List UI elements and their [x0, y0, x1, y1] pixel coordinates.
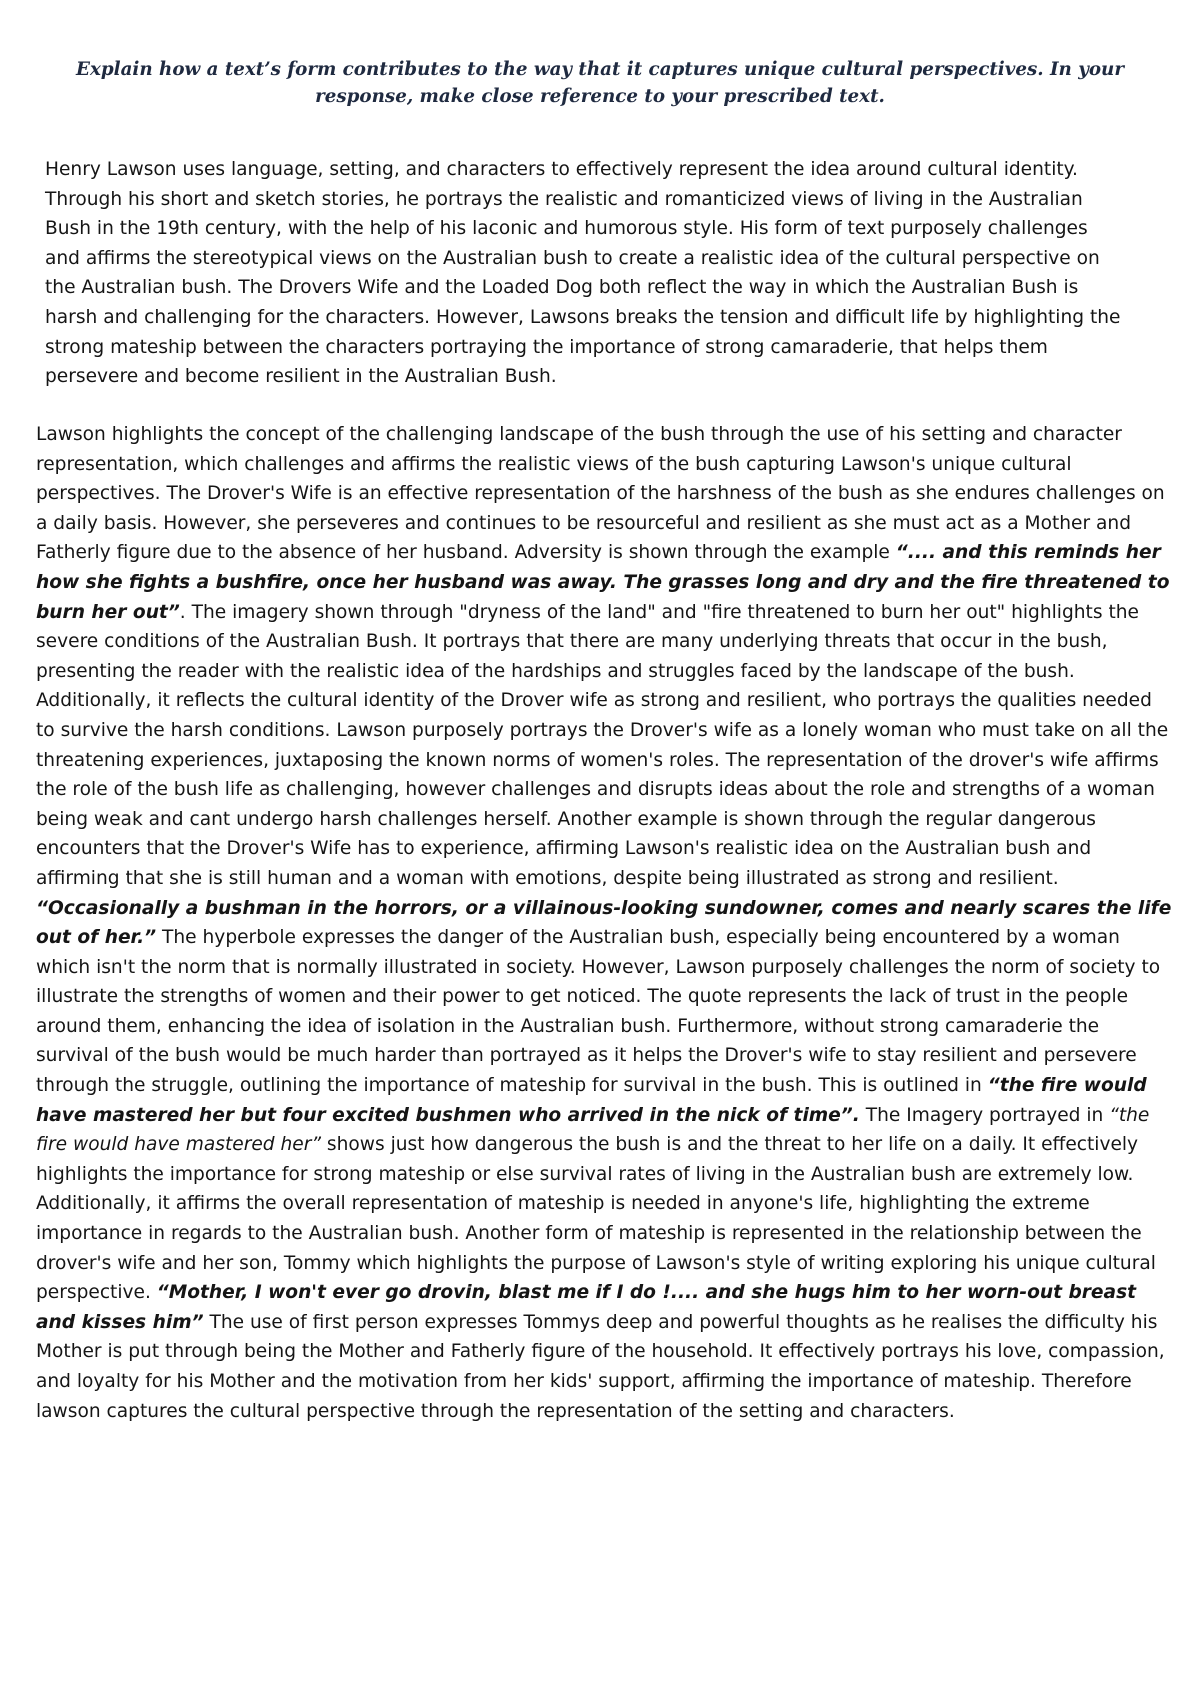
- quote-fire-mastered: “the fire would have mastered her”: [36, 1104, 1150, 1156]
- quote-tommy: “Mother, I won't ever go drovin, blast me if I do !.... and she hugs him to her worn-out breast and kisses him”: [36, 1282, 1137, 1333]
- body-text-3: The hyperbole expresses the danger of the Australian bush, especially being encountered by a woman which isn't the norm that is normally illustrated in society. However, Lawson purposely challenges the norm of society to illustrate the strengths of women and their power to get noticed. The quote represents the lack of trust in the people around them, enhancing the idea of isolation in the Australian bush. Furthermore, without strong camaraderie the survival of the bush would be much harder than portrayed as it helps the Drover's wife to stay resilient and persevere through the struggle, outlining the importance of mateship for survival in the bush. This is outlined in: [36, 927, 1161, 1097]
- body-text-4: The Imagery portrayed in: [859, 1104, 1110, 1126]
- quote-bushman: “Occasionally a bushman in the horrors, or a villainous-looking sundowner, comes and nearly scares the life out of her.”: [36, 897, 1172, 949]
- essay-question: Explain how a text’s form contributes to the way that it captures unique cultural perspectives. In your response, make close reference to your prescribed text.: [76, 59, 1124, 107]
- body-text-5: shows just how dangerous the bush is and the threat to her life on a daily. It effectively highlights the importance for strong mateship or else survival rates of living in the Australian bush are extremely low. Additionally, it affirms the overall representation of mateship is needed in anyone's life, highlighting the extreme importance in regards to the Australian bush. Another form of mateship is represented in the relationship between the drover's wife and her son, Tommy which highlights the purpose of Lawson's style of writing exploring his unique cultural perspective.: [36, 1134, 1156, 1304]
- quote-bushmen-rescue: “the fire would have mastered her but four excited bushmen who arrived in the nick of time”.: [36, 1075, 1147, 1126]
- intro-paragraph: Henry Lawson uses language, setting, and characters to effectively represent the idea around cultural identity. Through his short and sketch stories, he portrays the realistic and romanticized views of living in the Australian Bush in the 19th century, with the help of his laconic and humorous style. His form of text purposely challenges and affirms the stereotypical views on the Australian bush to create a realistic idea of the cultural perspective on the Australian bush. The Drovers Wife and the Loaded Dog both reflect the way in which the Australian Bush is harsh and challenging for the characters. However, Lawsons breaks the tension and difficult life by highlighting the strong mateship between the characters portraying the importance of strong camaraderie, that helps them persevere and become resilient in the Australian Bush.: [45, 159, 1121, 388]
- body-paragraph: [36, 420, 1172, 1426]
- body-text-6: The use of first person expresses Tommys deep and powerful thoughts as he realises the difficulty his Mother is put through being the Mother and Fatherly figure of the household. It effectively portrays his love, compassion, and loyalty for his Mother and the motivation from her kids' support, affirming the importance of mateship. Therefore lawson captures the cultural perspective through the representation of the setting and characters.: [36, 1311, 1165, 1422]
- body-text-1: Lawson highlights the concept of the challenging landscape of the bush through the use of his setting and character representation, which challenges and affirms the realistic views of the bush capturing Lawson's unique cultural perspectives. The Drover's Wife is an effective representation of the harshness of the bush as she endures challenges on a daily basis. However, she perseveres and continues to be resourceful and resilient as she must act as a Mother and Fatherly figure due to the absence of her husband. Adversity is shown through the example: [36, 424, 1165, 564]
- body-text-2: . The imagery shown through "dryness of the land" and "fire threatened to burn her out" highlights the severe conditions of the Australian Bush. It portrays that there are many underlying threats that occur in the bush, presenting the reader with the realistic idea of the hardships and struggles faced by the landscape of the bush. Additionally, it reflects the cultural identity of the Drover wife as strong and resilient, who portrays the qualities needed to survive the harsh conditions. Lawson purposely portrays the Drover's wife as a lonely woman who must take on all the threatening experiences, juxtaposing the known norms of women's roles. The representation of the drover's wife affirms the role of the bush life as challenging, however challenges and disrupts ideas about the role and strengths of a woman being weak and cant undergo harsh challenges herself. Another example is shown through the regular dangerous encounters that the Drover's Wife has to experience, affirming Lawson's realistic idea on the Australian bush and affirming that she is still human and a woman with emotions, despite being illustrated as strong and resilient.: [36, 601, 1169, 889]
- quote-bushfire: “.... and this reminds her how she fights a bushfire, once her husband was away. The grasses long and dry and the fire threatened to burn her out”: [36, 542, 1170, 623]
